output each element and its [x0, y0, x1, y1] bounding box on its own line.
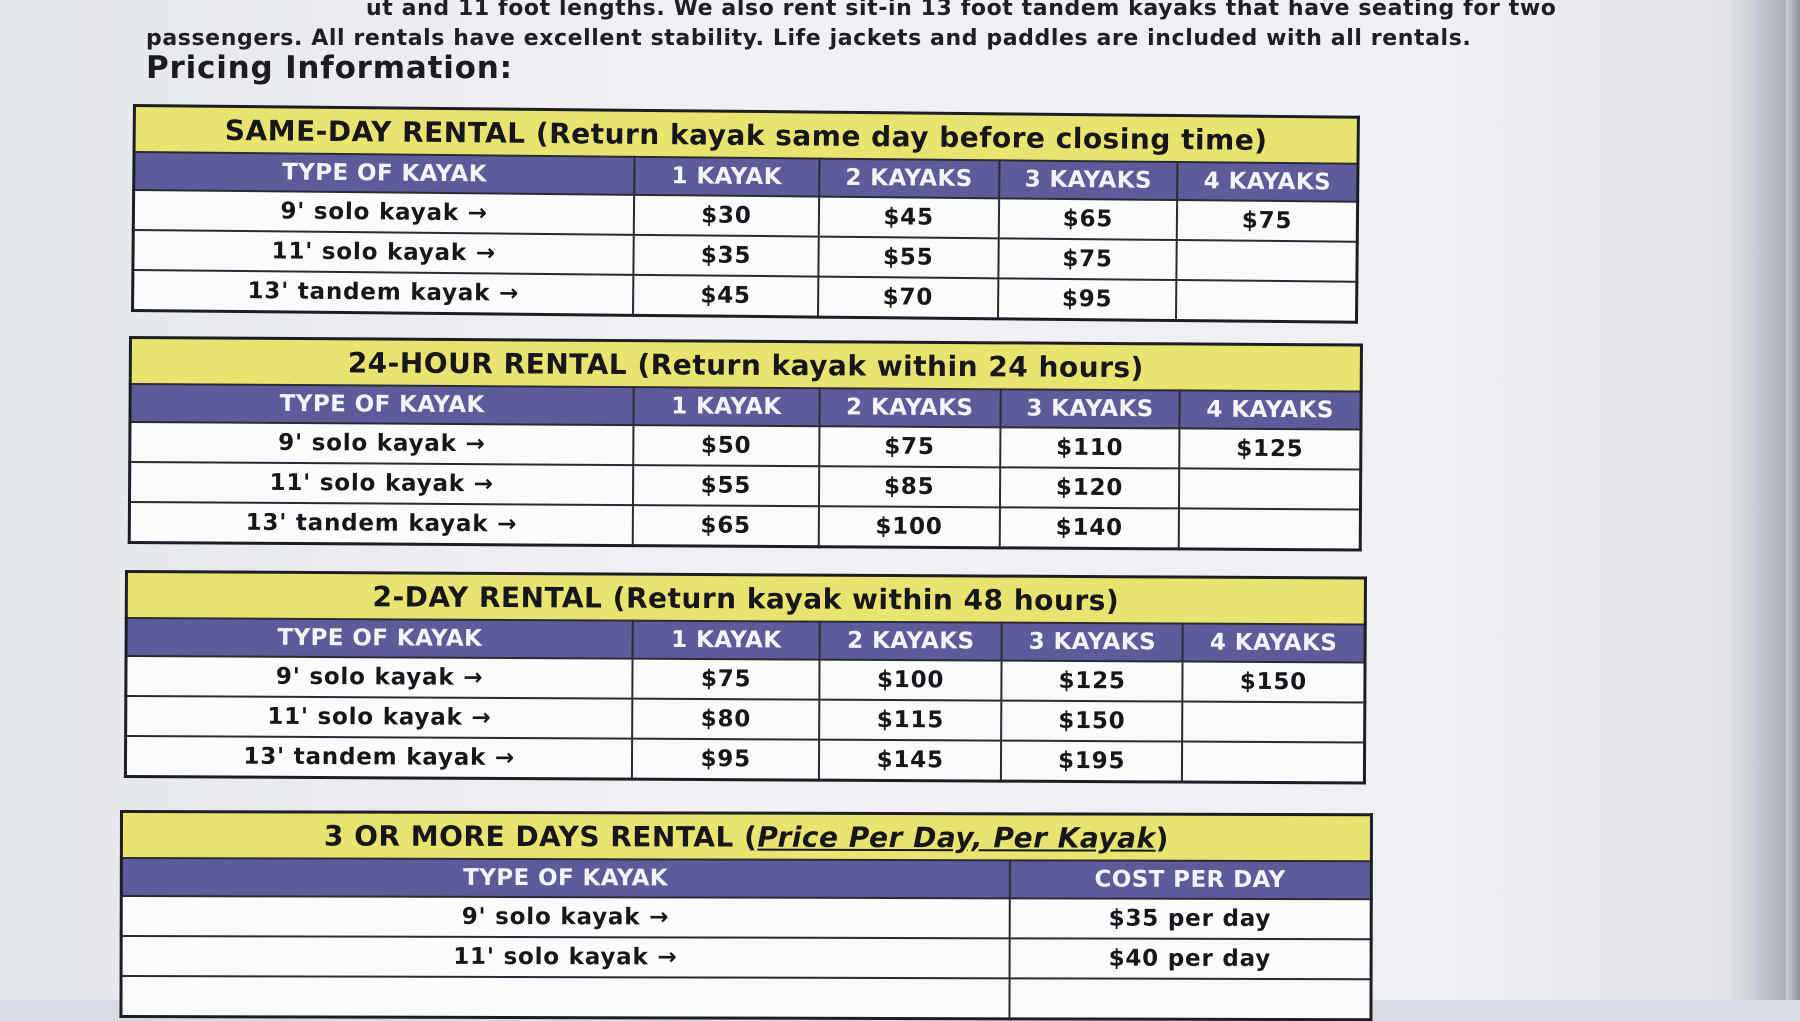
24-hour-rental-table: [128, 336, 1363, 552]
header-3-kayaks: 3 KAYAKS: [1002, 623, 1183, 662]
kayak-type-cell: 13' tandem kayak →: [125, 736, 632, 779]
price-cell: [1179, 508, 1361, 550]
header-1-kayak: 1 KAYAK: [634, 387, 820, 426]
intro-line-1: ut and 11 foot lengths. We also rent sit-in 13 foot tandem kayaks that have seating for two: [366, 0, 1557, 21]
table-title-open: (: [733, 820, 758, 854]
2-day-rental-table: [124, 570, 1367, 785]
price-cell: $125: [1002, 661, 1183, 702]
price-cell: [1009, 978, 1371, 1019]
price-cell: $195: [1001, 741, 1182, 782]
table-title-row: [130, 338, 1361, 392]
header-3-kayaks: 3 KAYAKS: [999, 160, 1178, 200]
header-cost-per-day: COST PER DAY: [1009, 860, 1371, 899]
price-cell: $50: [633, 425, 819, 466]
header-type: TYPE OF KAYAK: [134, 152, 635, 195]
table-title-row: [121, 812, 1371, 862]
kayak-type-cell: 11' solo kayak →: [121, 936, 1009, 978]
price-cell: $145: [819, 740, 1002, 781]
price-cell: $115: [819, 700, 1002, 741]
price-cell: $75: [1177, 200, 1358, 242]
header-4-kayaks: 4 KAYAKS: [1180, 390, 1362, 429]
header-4-kayaks: 4 KAYAKS: [1182, 624, 1365, 663]
price-cell: $70: [818, 277, 999, 319]
header-type: TYPE OF KAYAK: [121, 858, 1009, 898]
header-4-kayaks: 4 KAYAKS: [1177, 162, 1358, 202]
price-cell: $150: [1182, 662, 1365, 703]
price-cell: $125: [1179, 428, 1361, 469]
price-cell: [1176, 280, 1357, 322]
table-title: [130, 338, 1361, 392]
header-1-kayak: 1 KAYAK: [633, 621, 820, 660]
price-cell: $35: [634, 235, 819, 277]
page-edge: [1786, 0, 1800, 1000]
price-cell: $140: [1000, 507, 1180, 549]
intro-line-2: passengers. All rentals have excellent stability. Life jackets and paddles are included with all rentals.: [146, 26, 1472, 51]
price-cell: $30: [634, 195, 819, 237]
table-row: [126, 696, 1365, 742]
pricing-heading: Pricing Information:: [146, 50, 513, 86]
table-row: [121, 896, 1371, 939]
price-cell: [1179, 468, 1361, 509]
table-title-note: (Return kayak within 48 hours): [602, 581, 1120, 617]
table-title-emphasis: Price Per Day, Per Kayak: [757, 820, 1156, 855]
price-cell: $40 per day: [1009, 938, 1371, 979]
price-cell: $95: [998, 278, 1177, 320]
table-title-bold: 3 OR MORE DAYS RENTAL: [323, 819, 734, 854]
price-cell: $45: [633, 275, 818, 317]
table-header-row: [121, 858, 1371, 899]
price-cell: $85: [818, 466, 1000, 507]
table-row: [121, 976, 1371, 1020]
price-cell: $100: [818, 506, 1000, 548]
table-row: [129, 502, 1360, 550]
header-type: TYPE OF KAYAK: [130, 384, 634, 425]
table-title-bold: 2-DAY RENTAL: [372, 579, 603, 615]
kayak-type-cell: 9' solo kayak →: [121, 896, 1009, 938]
price-cell: [1182, 742, 1365, 783]
price-cell: $55: [818, 237, 999, 279]
kayak-type-cell: 11' solo kayak →: [129, 462, 633, 505]
table-title-close: ): [1155, 821, 1170, 855]
header-2-kayaks: 2 KAYAKS: [819, 388, 1001, 427]
header-type: TYPE OF KAYAK: [126, 618, 633, 659]
table-row: [125, 736, 1364, 783]
price-cell: $75: [633, 659, 820, 700]
table-title-note: (Return kayak same day before closing time): [525, 116, 1268, 157]
kayak-type-cell: 11' solo kayak →: [126, 696, 633, 739]
kayak-type-cell: 9' solo kayak →: [126, 656, 633, 699]
kayak-type-cell: 9' solo kayak →: [133, 190, 634, 235]
kayak-type-cell: [121, 976, 1009, 1019]
table-row: [121, 936, 1371, 979]
table-title: [121, 812, 1371, 862]
header-3-kayaks: 3 KAYAKS: [1000, 389, 1180, 428]
table-title: [126, 572, 1365, 625]
table-header-row: [126, 618, 1365, 662]
price-cell: $100: [819, 660, 1002, 701]
price-cell: $120: [1000, 467, 1180, 508]
price-cell: $80: [633, 699, 820, 740]
same-day-rental-table: [131, 104, 1360, 324]
table-title-row: [126, 572, 1365, 625]
price-cell: $35 per day: [1009, 898, 1371, 939]
price-cell: $75: [819, 426, 1001, 467]
kayak-type-cell: 9' solo kayak →: [130, 422, 634, 465]
price-cell: [1176, 240, 1357, 282]
price-cell: $65: [999, 198, 1178, 240]
price-cell: $65: [633, 505, 819, 547]
kayak-type-cell: 13' tandem kayak →: [129, 502, 633, 546]
table-title-bold: 24-HOUR RENTAL: [347, 345, 628, 381]
price-cell: $95: [632, 739, 819, 780]
header-2-kayaks: 2 KAYAKS: [819, 159, 1000, 199]
kayak-type-cell: 13' tandem kayak →: [133, 270, 634, 315]
price-cell: [1182, 702, 1365, 743]
table-title-note: (Return kayak within 24 hours): [627, 347, 1145, 384]
kayak-type-cell: 11' solo kayak →: [133, 230, 634, 275]
header-1-kayak: 1 KAYAK: [634, 157, 819, 197]
table-title-bold: SAME-DAY RENTAL: [224, 113, 526, 150]
multi-day-rental-table: [119, 810, 1373, 1021]
table-row: [126, 656, 1365, 702]
price-cell: $110: [1000, 427, 1180, 468]
intro-paragraph: [146, 0, 1706, 54]
header-2-kayaks: 2 KAYAKS: [820, 622, 1003, 661]
price-cell: $55: [633, 465, 819, 506]
price-cell: $150: [1002, 701, 1183, 742]
price-cell: $45: [818, 197, 999, 239]
price-cell: $75: [998, 238, 1177, 280]
